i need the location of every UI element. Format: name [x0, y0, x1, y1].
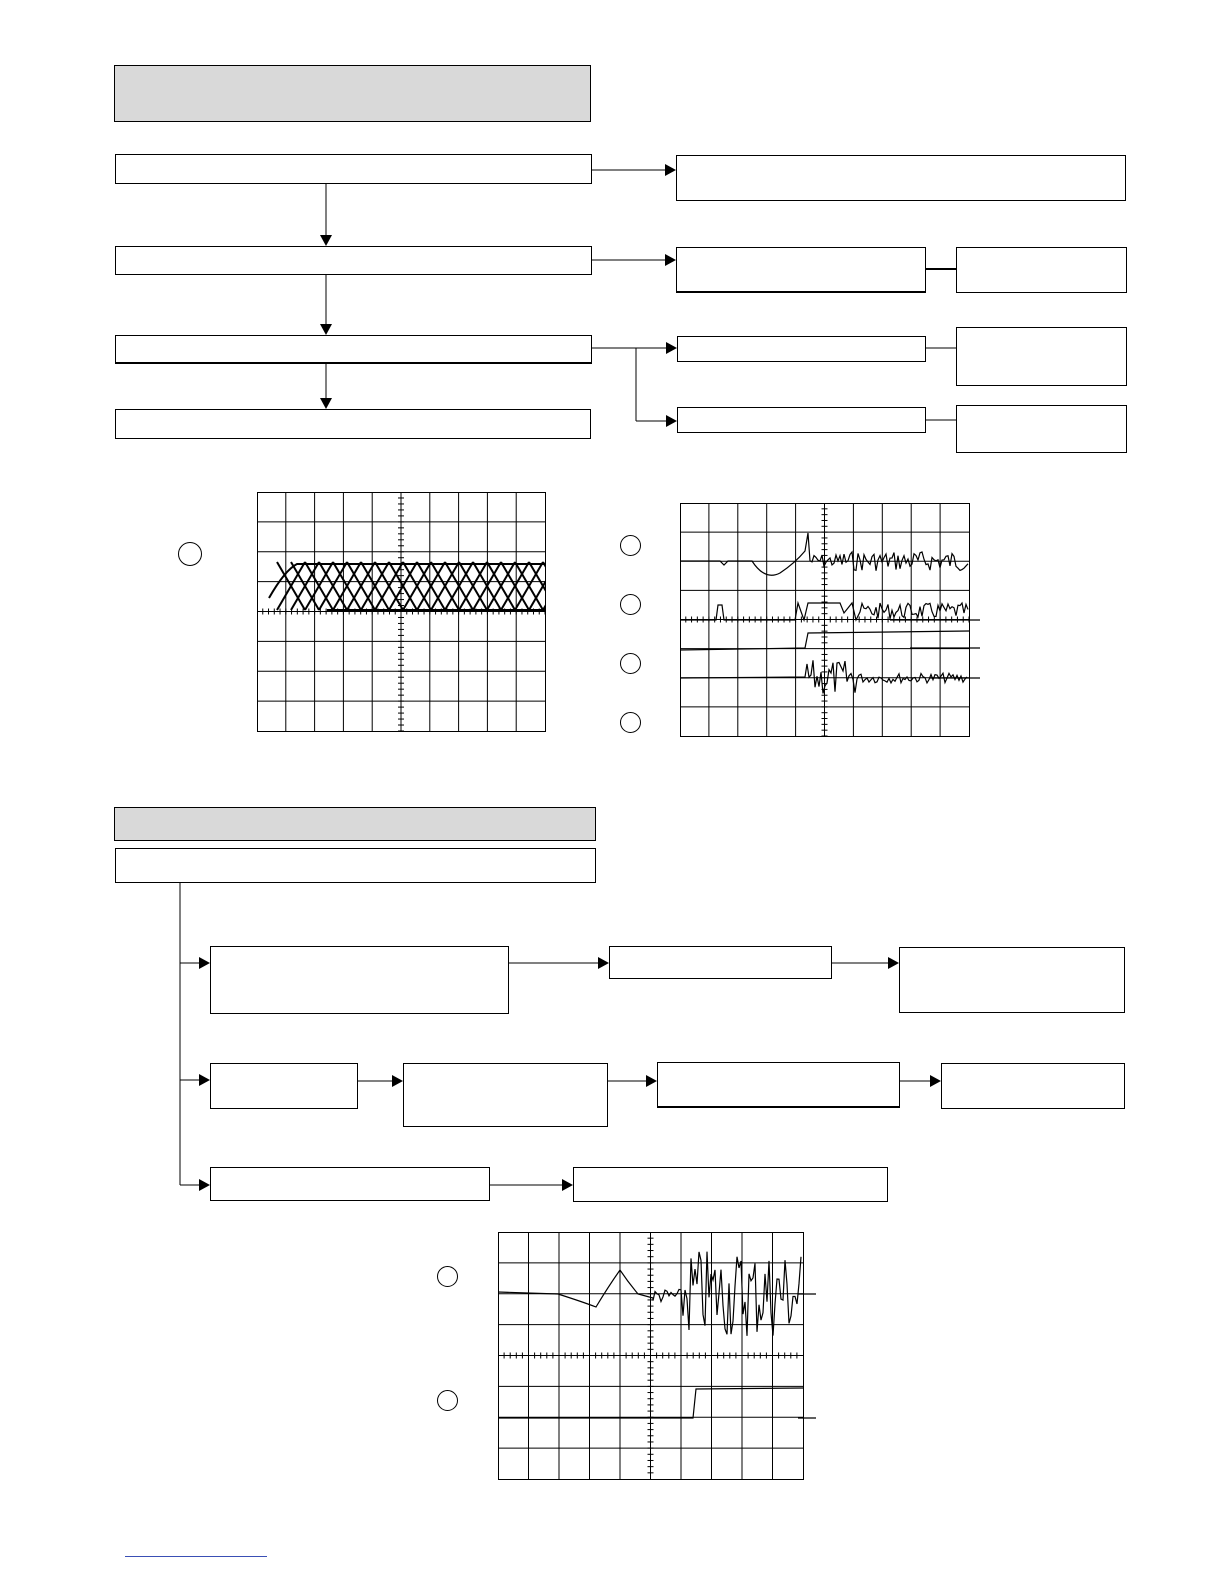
waveform-marker-b1	[620, 535, 641, 556]
scope-eye-pattern	[257, 492, 546, 732]
footer-link-underline[interactable]	[125, 1556, 267, 1557]
waveform-marker-a	[178, 542, 202, 566]
waveform-marker-b4	[620, 712, 641, 733]
waveform-marker-c2	[437, 1390, 458, 1411]
scope-four-channel	[680, 503, 980, 738]
waveform-marker-b2	[620, 594, 641, 615]
waveform-marker-c1	[437, 1266, 458, 1287]
waveform-marker-b3	[620, 653, 641, 674]
scope-two-channel	[498, 1232, 818, 1482]
